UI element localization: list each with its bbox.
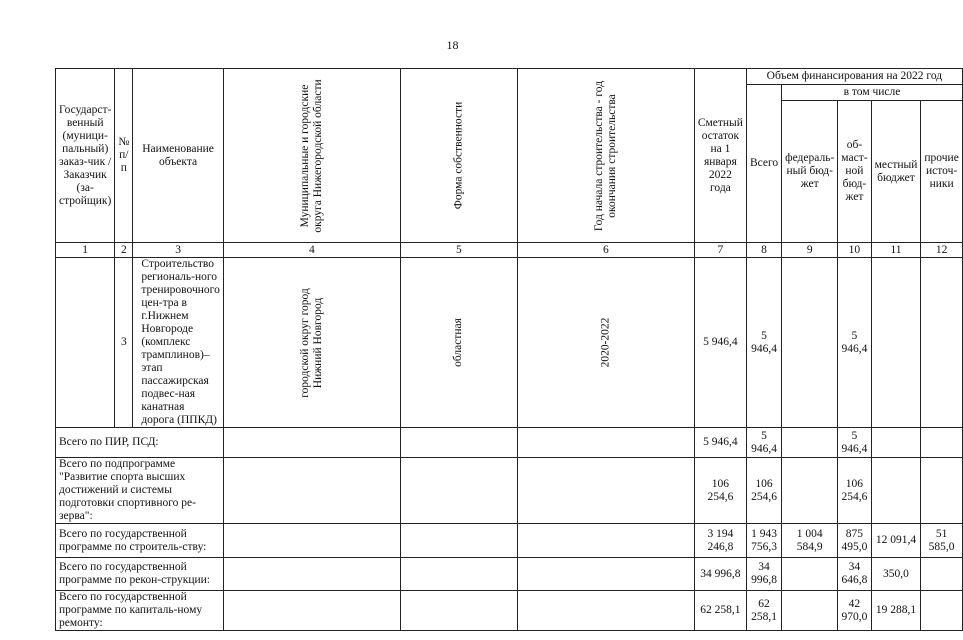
- project-municipality-text: городской округ город Нижний Новгород: [298, 287, 324, 398]
- summary-empty-6: [517, 591, 694, 631]
- summary-empty-6: [517, 558, 694, 591]
- project-total: 5 946,4: [746, 258, 781, 428]
- project-local: [871, 258, 921, 428]
- summary-empty-6: [517, 428, 694, 458]
- header-municipality-text: Муниципальные и городские округа Нижегородской области: [298, 78, 324, 233]
- summary-empty-5: [400, 591, 517, 631]
- summary-federal: [782, 591, 838, 631]
- summary-other: [921, 591, 962, 631]
- page-number: 18: [446, 38, 459, 52]
- header-regional: об-маст-ной бюд-жет: [838, 101, 871, 243]
- summary-label: Всего по ПИР, ПСД:: [56, 428, 224, 458]
- header-including: в том числе: [782, 85, 963, 101]
- col-num-1: 1: [56, 243, 115, 258]
- column-number-row: [56, 243, 963, 258]
- header-local: местный бюджет: [871, 101, 921, 243]
- summary-regional: 5 946,4: [838, 428, 871, 458]
- project-customer: [56, 258, 115, 428]
- project-row: [56, 258, 963, 428]
- summary-empty-5: [400, 458, 517, 524]
- summary-total: 34 996,8: [746, 558, 781, 591]
- summary-empty-4: [223, 591, 400, 631]
- summary-total: 106 254,6: [746, 458, 781, 524]
- project-municipality: [223, 258, 400, 428]
- financing-table: [55, 68, 963, 631]
- project-federal: [782, 258, 838, 428]
- project-ownership: [400, 258, 517, 428]
- col-num-4: 4: [223, 243, 400, 258]
- header-object-name: Наименование объекта: [133, 69, 224, 243]
- summary-regional: 42 970,0: [838, 591, 871, 631]
- project-balance: 5 946,4: [694, 258, 746, 428]
- header-years-text: Год начала строительства - год окончания строительства: [592, 80, 618, 231]
- summary-local: 12 091,4: [871, 524, 921, 558]
- summary-row: [56, 458, 963, 524]
- col-num-9: 9: [782, 243, 838, 258]
- summary-label: Всего по государственной программе по строитель-ству:: [56, 524, 224, 558]
- summary-row: [56, 524, 963, 558]
- header-federal: федераль-ный бюд-жет: [782, 101, 838, 243]
- summary-empty-5: [400, 524, 517, 558]
- summary-other: [921, 458, 962, 524]
- summary-other: [921, 428, 962, 458]
- project-years-text: 2020-2022: [599, 317, 612, 368]
- project-regional: 5 946,4: [838, 258, 871, 428]
- summary-empty-6: [517, 524, 694, 558]
- summary-balance: 3 194 246,8: [694, 524, 746, 558]
- summary-balance: 5 946,4: [694, 428, 746, 458]
- header-customer: Государст-венный (муници-пальный) заказ-чик / Заказчик (за-стройщик): [56, 69, 115, 243]
- summary-regional: 875 495,0: [838, 524, 871, 558]
- project-num: 3: [115, 258, 133, 428]
- summary-empty-6: [517, 458, 694, 524]
- col-num-8: 8: [746, 243, 781, 258]
- summary-balance: 106 254,6: [694, 458, 746, 524]
- summary-row: [56, 558, 963, 591]
- summary-empty-4: [223, 524, 400, 558]
- header-other: прочие источ-ники: [921, 101, 962, 243]
- summary-local: [871, 458, 921, 524]
- header-financing: Объем финансирования на 2022 год: [746, 69, 962, 85]
- summary-balance: 34 996,8: [694, 558, 746, 591]
- summary-federal: [782, 558, 838, 591]
- summary-local: 350,0: [871, 558, 921, 591]
- summary-other: 51 585,0: [921, 524, 962, 558]
- summary-local: 19 288,1: [871, 591, 921, 631]
- project-years: [517, 258, 694, 428]
- summary-federal: [782, 428, 838, 458]
- summary-federal: 1 004 584,9: [782, 524, 838, 558]
- summary-empty-4: [223, 558, 400, 591]
- summary-row: [56, 591, 963, 631]
- col-num-11: 11: [871, 243, 921, 258]
- summary-total: 62 258,1: [746, 591, 781, 631]
- header-balance: Сметный остаток на 1 января 2022 года: [694, 69, 746, 243]
- col-num-5: 5: [400, 243, 517, 258]
- summary-other: [921, 558, 962, 591]
- col-num-3: 3: [133, 243, 224, 258]
- summary-label: Всего по государственной программе по капиталь-ному ремонту:: [56, 591, 224, 631]
- summary-empty-4: [223, 458, 400, 524]
- summary-balance: 62 258,1: [694, 591, 746, 631]
- summary-label: Всего по государственной программе по рекон-струкции:: [56, 558, 224, 591]
- header-ownership: [400, 69, 517, 243]
- col-num-12: 12: [921, 243, 962, 258]
- summary-regional: 34 646,8: [838, 558, 871, 591]
- summary-empty-5: [400, 428, 517, 458]
- header-ownership-text: Форма собственности: [452, 101, 465, 210]
- summary-empty-5: [400, 558, 517, 591]
- col-num-7: 7: [694, 243, 746, 258]
- col-num-6: 6: [517, 243, 694, 258]
- summary-row: [56, 428, 963, 458]
- summary-label: Всего по подпрограмме "Развитие спорта высших достижений и системы подготовки спортивного ре-зерва":: [56, 458, 224, 524]
- header-num: № п/ п: [115, 69, 133, 243]
- summary-total: 1 943 756,3: [746, 524, 781, 558]
- summary-empty-4: [223, 428, 400, 458]
- header-total: Всего: [746, 85, 781, 243]
- header-municipality: [223, 69, 400, 243]
- project-other: [921, 258, 962, 428]
- summary-total: 5 946,4: [746, 428, 781, 458]
- summary-federal: [782, 458, 838, 524]
- summary-local: [871, 428, 921, 458]
- header-years: [517, 69, 694, 243]
- project-ownership-text: областная: [452, 318, 465, 367]
- summary-regional: 106 254,6: [838, 458, 871, 524]
- col-num-2: 2: [115, 243, 133, 258]
- project-name: Строительство региональ-ного тренировочного цен-тра в г.Нижнем Новгороде (комплекс трамплинов)– этап пассажирская подвес-ная канатная дорога (ППКД): [133, 258, 224, 428]
- col-num-10: 10: [838, 243, 871, 258]
